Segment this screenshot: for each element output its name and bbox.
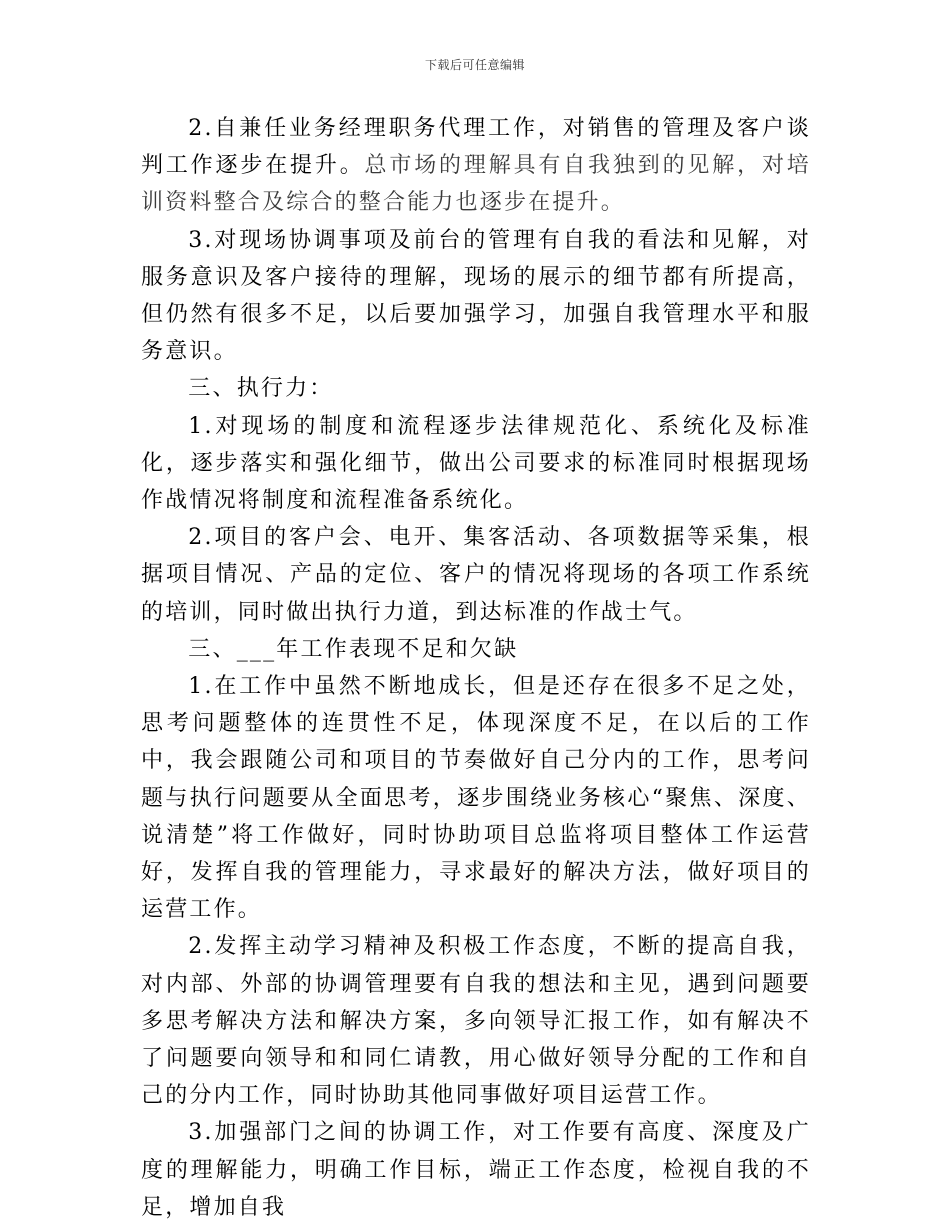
section-heading-shortcomings: 三、___年工作表现不足和欠缺	[188, 636, 519, 662]
paragraph-item-3-onsite: 3.对现场协调事项及前台的管理有自我的看法和见解，对服务意识及客户接待的理解，现场的展示的细节都有所提高，但仍然有很多不足，以后要加强学习，加强自我管理水平和服务意识。	[141, 227, 811, 365]
paragraph-shortcoming-3: 3.加强部门之间的协调工作，对工作要有高度、深度及广度的理解能力，明确工作目标，端正工作态度，检视自我的不足，增加自我	[141, 1120, 811, 1220]
paragraph-execution-2: 2.项目的客户会、电开、集客活动、各项数据等采集，根据项目情况、产品的定位、客户的情况将现场的各项工作系统的培训，同时做出执行力道，到达标准的作战士气。	[141, 525, 811, 625]
paragraph-item-2-sales	[141, 110, 811, 222]
paragraph-shortcoming-2: 2.发挥主动学习精神及积极工作态度，不断的提高自我，对内部、外部的协调管理要有自我的想法和主见，遇到问题要多思考解决方法和解决方案，多向领导汇报工作，如有解决不了问题要向领导和和同仁请教，用心做好领导分配的工作和自己的分内工作，同时协助其他同事做好项目运营工作。	[141, 934, 811, 1109]
paragraph-continuation: 总市场的理解具有自我独到的见解，对培训资料整合及综合的整合能力也逐步在提升。	[141, 153, 811, 216]
document-body	[141, 110, 811, 1226]
section-heading-execution: 三、执行力：	[188, 376, 334, 402]
paragraph-execution-1: 1.对现场的制度和流程逐步法律规范化、系统化及标准化，逐步落实和强化细节，做出公司要求的标准同时根据现场作战情况将制度和流程准备系统化。	[141, 413, 811, 514]
paragraph-text: 2.自兼任业务经理职务代理工作，对销售的管理及客户谈判工作逐步在提升。	[141, 116, 811, 179]
header-note: 下载后可任意编辑	[424, 58, 525, 72]
paragraph-shortcoming-1: 1.在工作中虽然不断地成长，但是还存在很多不足之处，思考问题整体的连贯性不足，体现深度不足，在以后的工作中，我会跟随公司和项目的节奏做好自己分内的工作，思考问题与执行问题要从全面思考，逐步围绕业务核心“聚焦、深度、说清楚”将工作做好，同时协助项目总监将项目整体工作运营好，发挥自我的管理能力，寻求最好的解决方法，做好项目的运营工作。	[141, 674, 811, 923]
